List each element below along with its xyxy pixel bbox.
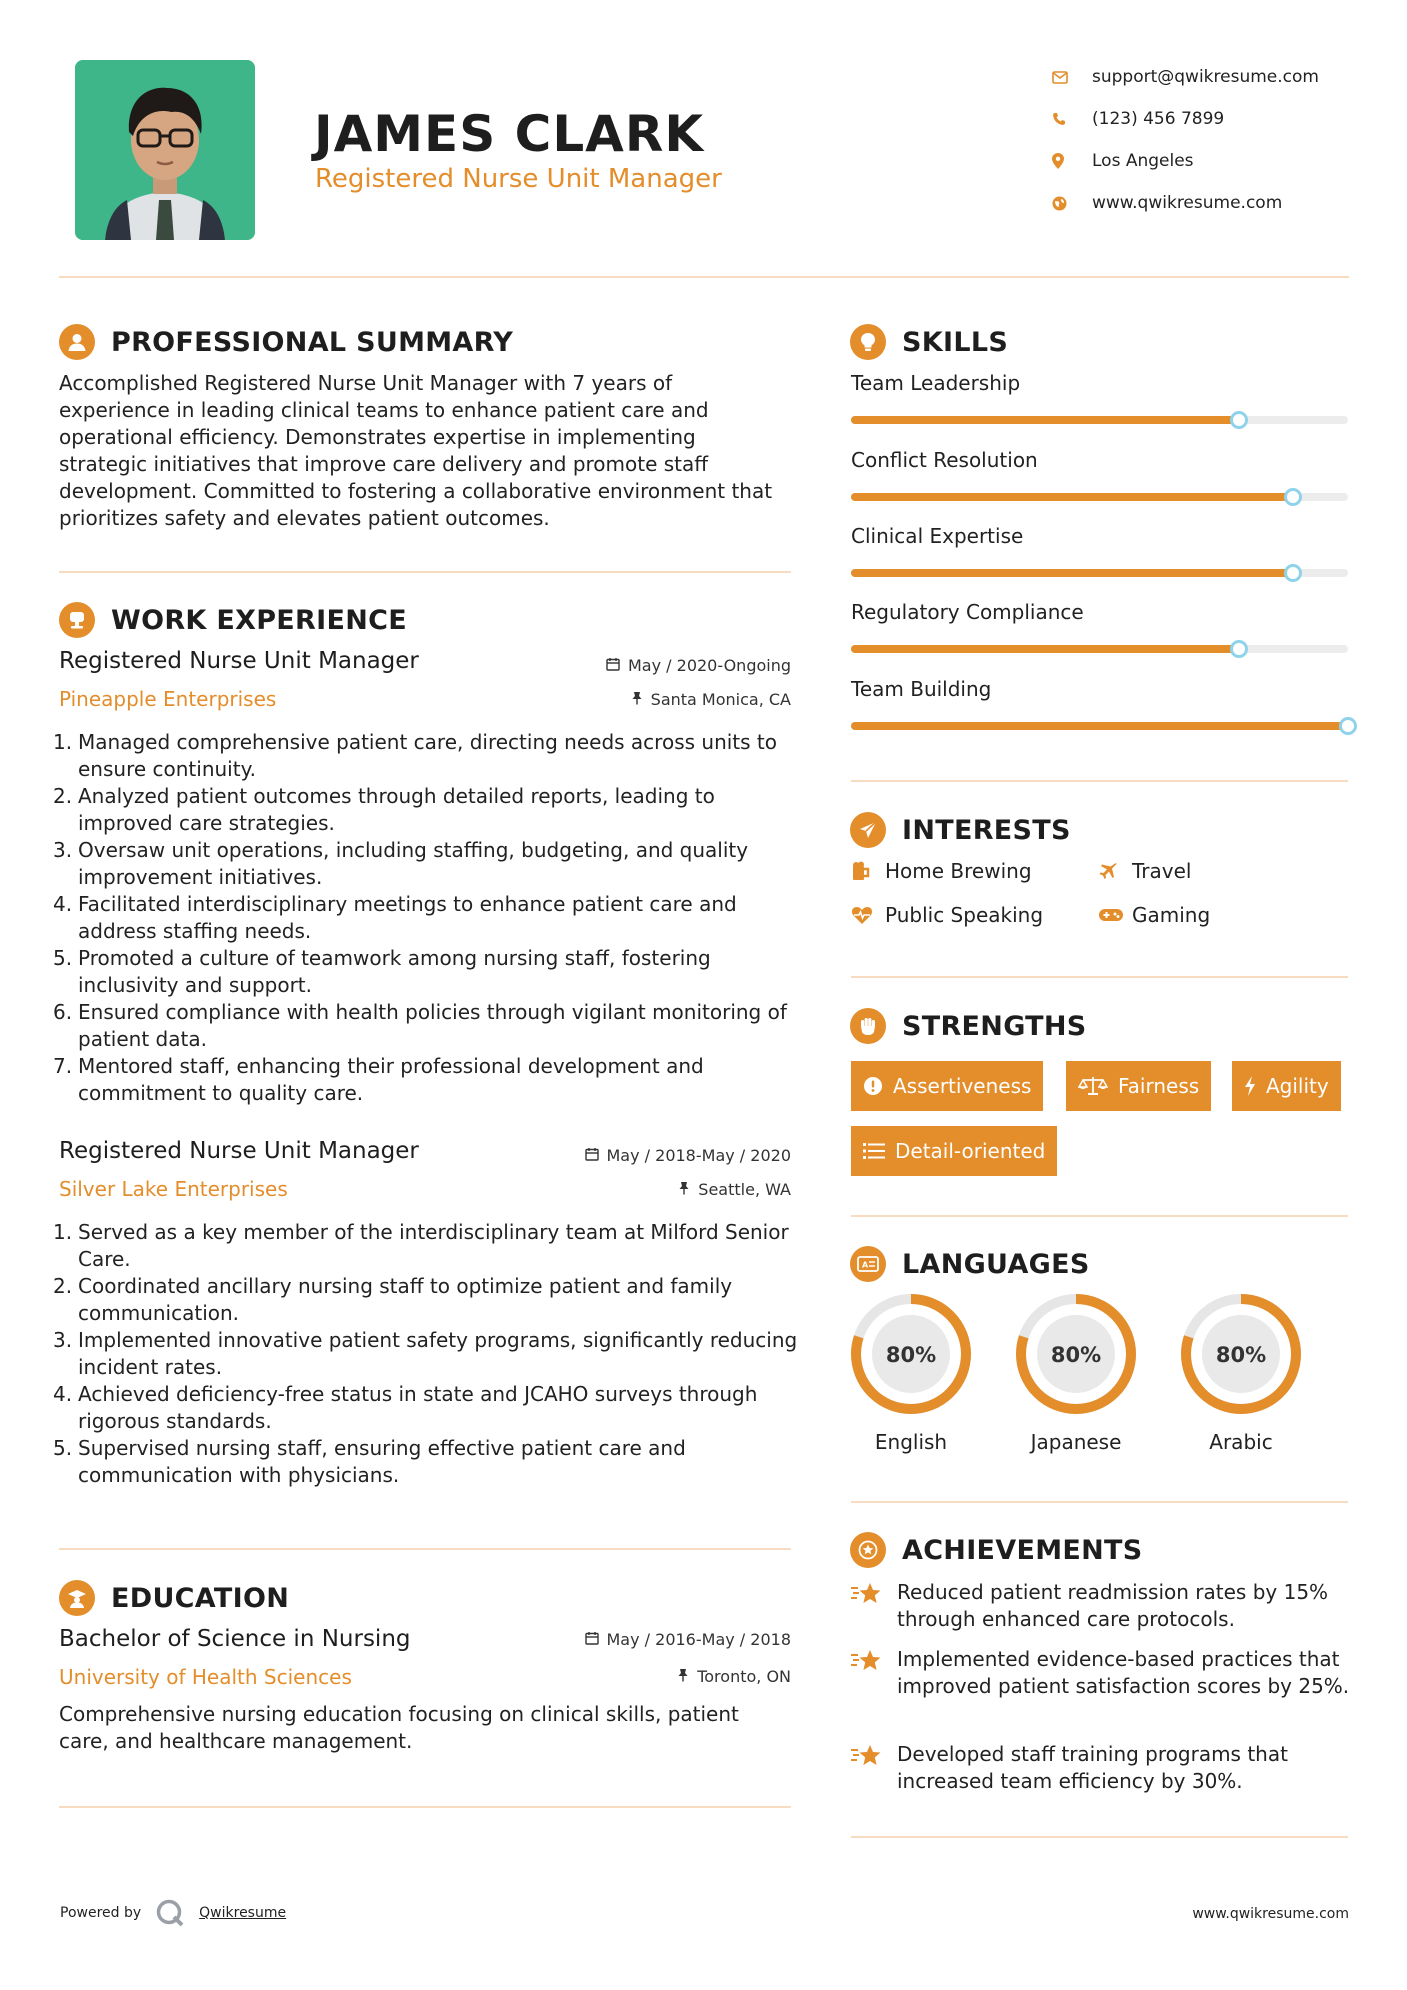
strength-agility (1232, 1061, 1341, 1111)
education-heading: EDUCATION (111, 1582, 290, 1614)
exclamation-icon (863, 1076, 883, 1096)
achievement-text: Implemented evidence-based practices that improved patient satisfaction scores by 25%. (897, 1647, 1350, 1698)
strength-detail-oriented (851, 1126, 1057, 1176)
language-2-name: Japanese (1030, 1430, 1122, 1454)
interest-label: Travel (1132, 859, 1192, 883)
qwikresume-logo-icon (155, 1898, 185, 1928)
strength-label: Assertiveness (893, 1074, 1032, 1098)
skill-1-bar-knob (1230, 411, 1248, 429)
list-item: 5. Promoted a culture of teamwork among nursing staff, fostering inclusivity and support. (53, 946, 711, 997)
languages-header (850, 1246, 1090, 1282)
powered-by-label: Powered by (60, 1905, 142, 1921)
interest-home-brewing (851, 859, 1032, 883)
achievement-text: Reduced patient readmission rates by 15% through enhanced care protocols. (897, 1580, 1329, 1631)
interest-label: Home Brewing (885, 859, 1032, 883)
interests-heading: INTERESTS (902, 814, 1071, 846)
interest-travel (1098, 859, 1191, 883)
strengths-divider (851, 1215, 1348, 1217)
contact-website[interactable] (1052, 182, 1382, 224)
summary-heading: PROFESSIONAL SUMMARY (111, 326, 514, 358)
skill-3-name: Clinical Expertise (851, 524, 1024, 548)
job-1-date-text: May / 2020-Ongoing (628, 656, 791, 675)
language-english (849, 1292, 973, 1454)
list-icon (863, 1142, 885, 1160)
skills-heading: SKILLS (902, 326, 1009, 358)
strengths-header (850, 1008, 1087, 1044)
qwikresume-link[interactable]: Qwikresume (199, 1905, 287, 1921)
paper-plane-icon (850, 812, 886, 848)
skills-divider (851, 780, 1348, 782)
skill-2-bar-knob (1284, 488, 1302, 506)
language-3-ring (1179, 1292, 1303, 1416)
star-icon (851, 1741, 897, 1795)
job-2-company: Silver Lake Enterprises (59, 1177, 288, 1201)
languages-divider (851, 1501, 1348, 1503)
strengths-heading: STRENGTHS (902, 1010, 1087, 1042)
header-divider (59, 276, 1349, 278)
skill-3-bar (851, 569, 1348, 577)
job-2-date-text: May / 2018-May / 2020 (606, 1146, 791, 1165)
contact-email-text: support@qwikresume.com (1092, 67, 1319, 87)
summary-text: Accomplished Registered Nurse Unit Manager with 7 years of experience in leading clinical teams to enhance patient care and operational efficiency. Demonstrates expertise in implementing strategic initiatives that improve care delivery and promote staff development. Committed to fostering a collaborative environment that prioritizes safety and elevates patient outcomes. (59, 371, 773, 530)
skill-4-bar-fill (851, 645, 1239, 653)
job-2-duties (53, 1219, 799, 1489)
interest-public-speaking (851, 903, 1043, 927)
footer-powered-by (60, 1898, 286, 1928)
skill-5-bar-knob (1339, 717, 1357, 735)
education-header (59, 1580, 289, 1616)
lightbulb-icon (850, 324, 886, 360)
calendar-icon (585, 1146, 599, 1165)
list-item: 6. Ensured compliance with health policies through vigilant monitoring of patient data. (53, 1000, 787, 1051)
strength-fairness (1066, 1061, 1211, 1111)
map-pin-icon (1052, 153, 1092, 169)
bolt-icon (1244, 1076, 1256, 1096)
job-2-title: Registered Nurse Unit Manager (59, 1138, 419, 1164)
phone-icon (1052, 112, 1092, 126)
job-1-location-text: Santa Monica, CA (650, 690, 791, 709)
contact-location-text: Los Angeles (1092, 151, 1194, 171)
interest-gaming (1098, 903, 1210, 927)
strength-label: Agility (1266, 1074, 1329, 1098)
candidate-name: JAMES CLARK (314, 105, 705, 163)
skill-4-bar (851, 645, 1348, 653)
interest-label: Public Speaking (885, 903, 1044, 927)
award-icon (850, 1532, 886, 1568)
user-icon (59, 324, 95, 360)
education-location-text: Toronto, ON (697, 1667, 791, 1686)
pin-icon (631, 690, 643, 709)
list-item: 4. Facilitated interdisciplinary meetings to enhance patient care and address staffing needs. (53, 892, 737, 943)
achievements-divider (851, 1836, 1348, 1838)
globe-icon (1052, 196, 1092, 211)
job-1-company: Pineapple Enterprises (59, 687, 277, 711)
list-item: 3. Oversaw unit operations, including staffing, budgeting, and quality improvement initiatives. (53, 838, 749, 889)
language-1-ring (849, 1292, 973, 1416)
skill-4-name: Regulatory Compliance (851, 600, 1084, 624)
language-2-percent: 80% (1050, 1343, 1102, 1367)
language-1-percent: 80% (885, 1343, 937, 1367)
education-divider (59, 1806, 791, 1808)
star-icon (851, 1646, 897, 1700)
pin-icon (677, 1667, 689, 1686)
education-location (470, 1667, 791, 1686)
plane-icon (1098, 861, 1132, 881)
job-2-location-text: Seattle, WA (698, 1180, 791, 1199)
calendar-icon (606, 656, 620, 675)
svg-text:A: A (862, 1260, 869, 1270)
contact-email[interactable] (1052, 56, 1382, 98)
list-item: 4. Achieved deficiency-free status in state and JCAHO surveys through rigorous standards. (53, 1382, 758, 1433)
skill-3-bar-knob (1284, 564, 1302, 582)
skill-4-bar-knob (1230, 640, 1248, 658)
calendar-icon (585, 1630, 599, 1649)
education-school: University of Health Sciences (59, 1665, 352, 1689)
job-2-location (470, 1180, 791, 1199)
strength-assertiveness (851, 1061, 1043, 1111)
language-2-ring (1014, 1292, 1138, 1416)
skill-1-bar (851, 416, 1348, 424)
contact-website-text: www.qwikresume.com (1092, 193, 1283, 213)
skill-1-bar-fill (851, 416, 1239, 424)
skill-1-name: Team Leadership (851, 371, 1021, 395)
list-item: 2. Coordinated ancillary nursing staff to optimize patient and family communication. (53, 1274, 733, 1325)
achievement-item (851, 1646, 1351, 1700)
list-item: 5. Supervised nursing staff, ensuring effective patient care and communication with physicians. (53, 1436, 686, 1487)
job-1-location (470, 690, 791, 709)
job-1-duties (53, 729, 799, 1107)
work-header (59, 602, 407, 638)
summary-header (59, 324, 513, 360)
contact-phone[interactable] (1052, 98, 1382, 140)
heartbeat-icon (851, 905, 885, 925)
achievement-item (851, 1579, 1351, 1633)
interest-label: Gaming (1132, 903, 1211, 927)
list-item: 7. Mentored staff, enhancing their professional development and commitment to quality care. (53, 1054, 704, 1105)
profile-photo (75, 60, 255, 240)
language-japanese (1014, 1292, 1138, 1454)
pin-icon (678, 1180, 690, 1199)
candidate-title: Registered Nurse Unit Manager (315, 164, 722, 194)
language-3-percent: 80% (1215, 1343, 1267, 1367)
language-1-name: English (874, 1430, 948, 1454)
list-item: 1. Managed comprehensive patient care, directing needs across units to ensure continuity. (53, 730, 778, 781)
achievements-header (850, 1532, 1143, 1568)
job-1-title: Registered Nurse Unit Manager (59, 648, 419, 674)
strength-label: Detail-oriented (895, 1139, 1046, 1163)
skill-2-name: Conflict Resolution (851, 448, 1038, 472)
contact-block (1052, 56, 1382, 224)
work-heading: WORK EXPERIENCE (111, 604, 407, 636)
job-1-date (470, 656, 791, 675)
skill-5-bar (851, 722, 1348, 730)
summary-divider (59, 571, 791, 573)
gamepad-icon (1098, 907, 1132, 923)
scale-icon (1078, 1076, 1108, 1096)
achievement-item (851, 1741, 1351, 1795)
graduate-icon (59, 1580, 95, 1616)
language-3-name: Arabic (1209, 1430, 1273, 1454)
languages-heading: LANGUAGES (902, 1248, 1090, 1280)
beer-icon (851, 861, 885, 881)
skill-2-bar (851, 493, 1348, 501)
education-date (470, 1630, 791, 1649)
list-item: 2. Analyzed patient outcomes through detailed reports, leading to improved care strategies. (53, 784, 715, 835)
achievements-heading: ACHIEVEMENTS (902, 1534, 1143, 1566)
education-degree: Bachelor of Science in Nursing (59, 1626, 411, 1652)
achievement-text: Developed staff training programs that increased team efficiency by 30%. (897, 1742, 1288, 1793)
work-divider (59, 1548, 791, 1550)
language-card-icon (850, 1246, 886, 1282)
skill-2-bar-fill (851, 493, 1293, 501)
job-2-date (470, 1146, 791, 1165)
strength-label: Fairness (1118, 1074, 1200, 1098)
briefcase-icon (59, 602, 95, 638)
list-item: 3. Implemented innovative patient safety programs, significantly reducing incident rates. (53, 1328, 798, 1379)
contact-phone-text: (123) 456 7899 (1092, 109, 1225, 129)
education-date-text: May / 2016-May / 2018 (606, 1630, 791, 1649)
education-text: Comprehensive nursing education focusing on clinical skills, patient care, and healthcare management. (59, 1702, 739, 1753)
envelope-icon (1052, 71, 1092, 84)
language-arabic (1179, 1292, 1303, 1454)
skill-3-bar-fill (851, 569, 1293, 577)
footer-url[interactable]: www.qwikresume.com (1192, 1906, 1349, 1922)
interests-divider (851, 976, 1348, 978)
contact-location (1052, 140, 1382, 182)
skills-header (850, 324, 1008, 360)
skill-5-name: Team Building (851, 677, 992, 701)
list-item: 1. Served as a key member of the interdisciplinary team at Milford Senior Care. (53, 1220, 789, 1271)
fist-icon (850, 1008, 886, 1044)
skill-5-bar-fill (851, 722, 1348, 730)
interests-header (850, 812, 1071, 848)
star-icon (851, 1579, 897, 1633)
